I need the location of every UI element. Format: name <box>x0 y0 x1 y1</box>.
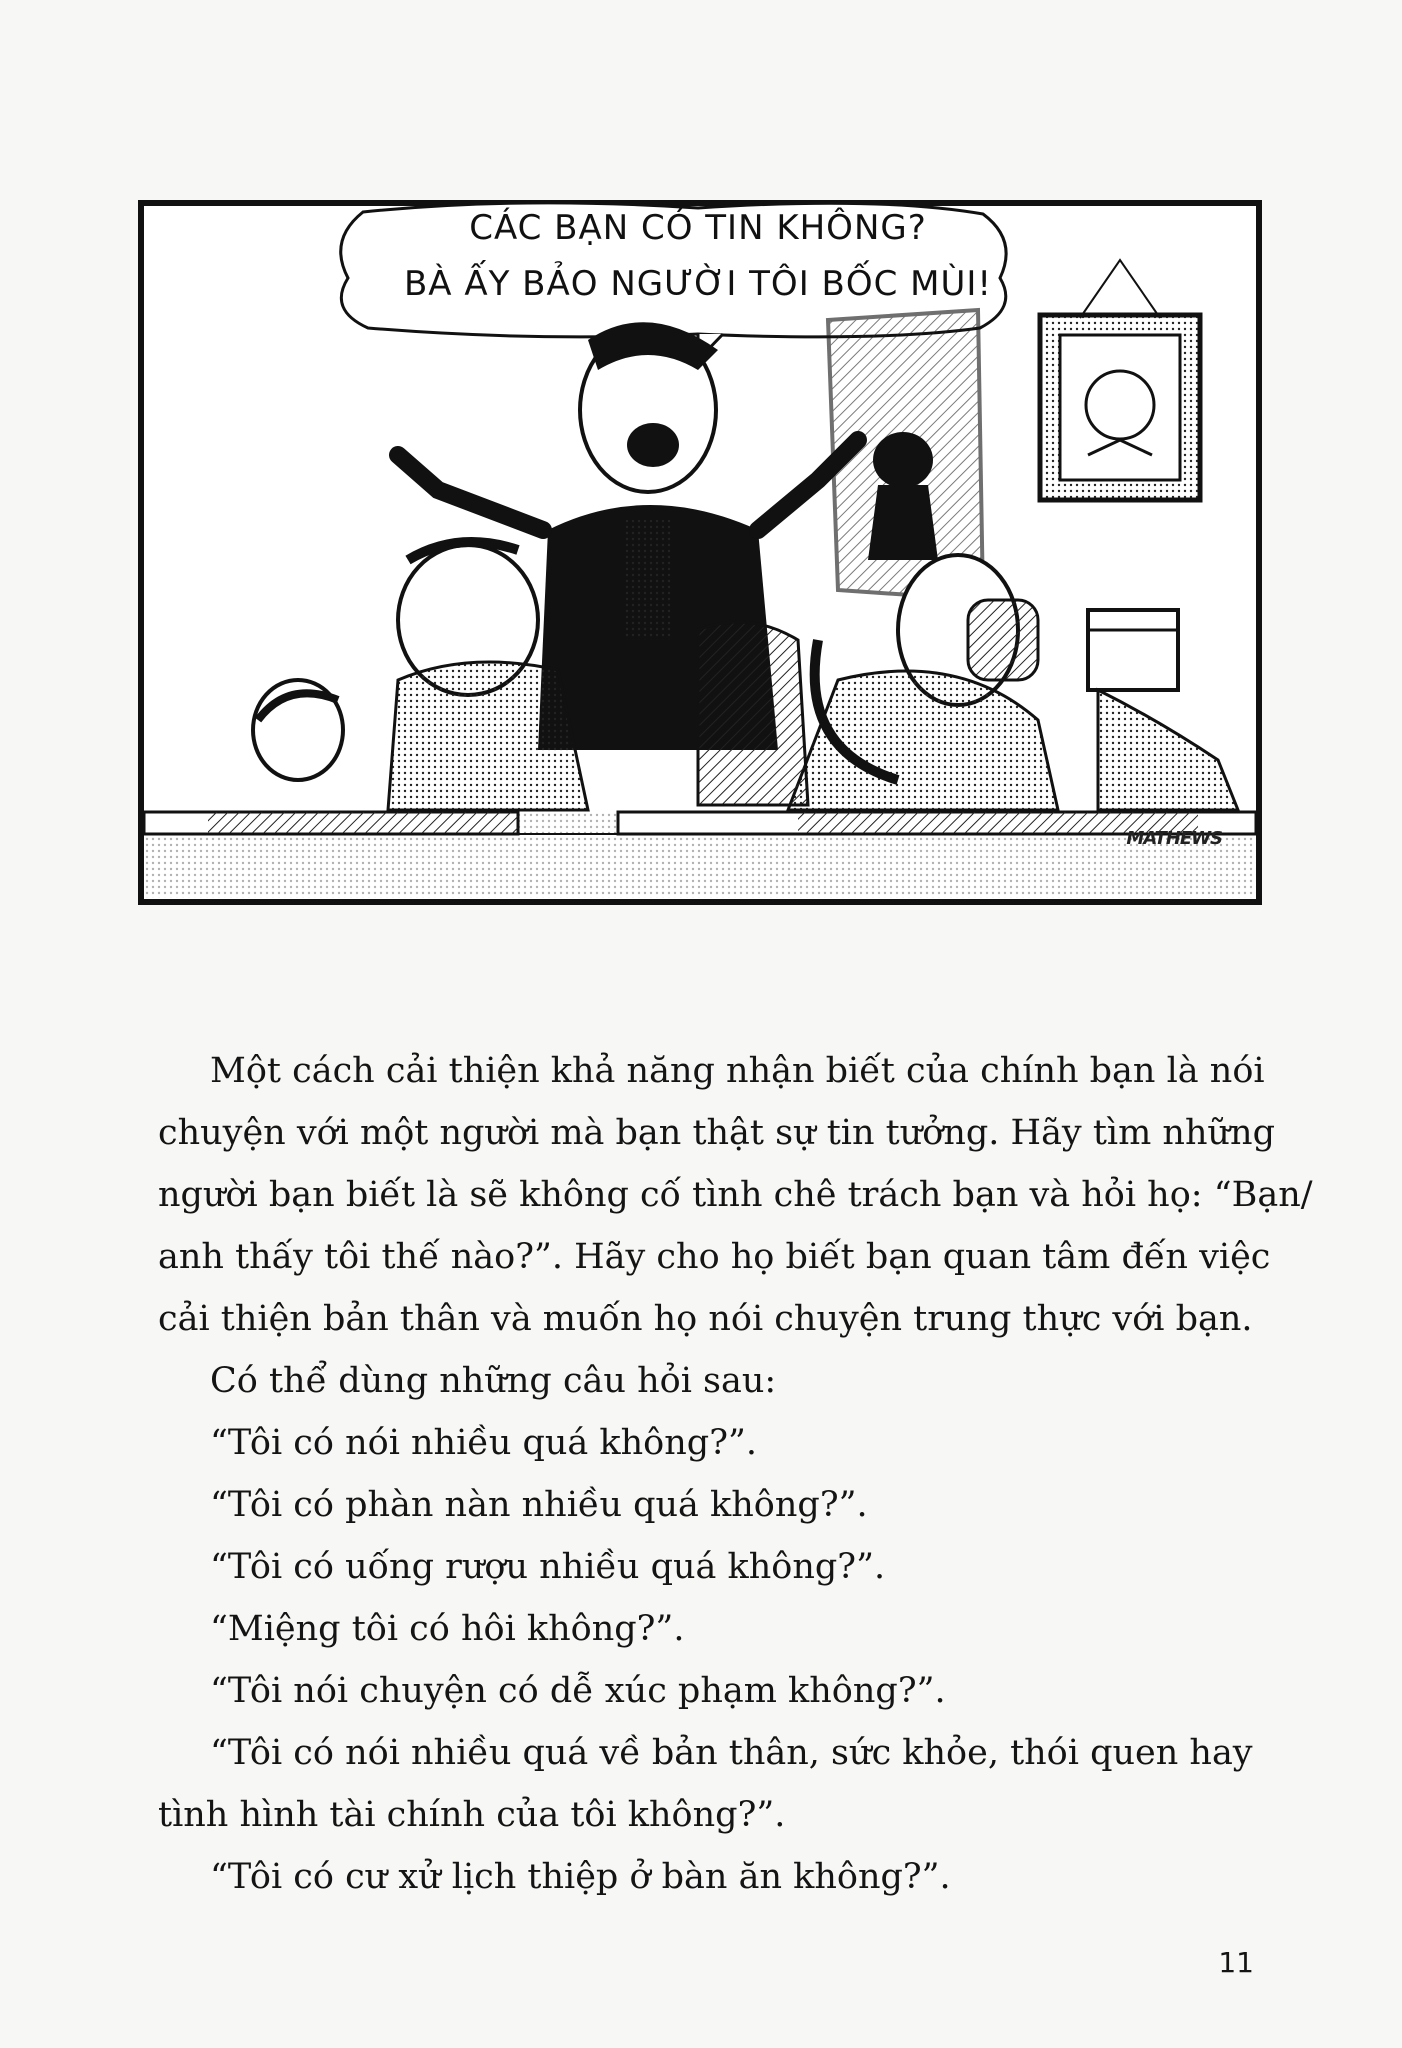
text-line: chuyện với một người mà bạn thật sự tin tưởng. Hãy tìm những <box>158 1113 1275 1153</box>
text-line: Có thể dùng những câu hỏi sau: <box>210 1361 777 1401</box>
text-line: người bạn biết là sẽ không cố tình chê trách bạn và hỏi họ: “Bạn/ <box>158 1175 1313 1215</box>
question-line: “Tôi nói chuyện có dễ xúc phạm không?”. <box>210 1671 946 1711</box>
speech-bubble-text <box>378 200 1018 312</box>
body-text <box>158 1040 1313 1908</box>
text-line: cải thiện bản thân và muốn họ nói chuyện trung thực với bạn. <box>158 1299 1253 1339</box>
question-line: “Tôi có uống rượu nhiều quá không?”. <box>210 1547 886 1587</box>
text-line: Một cách cải thiện khả năng nhận biết của chính bạn là nói <box>210 1051 1265 1091</box>
page-number: 11 <box>1218 1946 1254 1979</box>
cartoon-illustration <box>138 200 1262 905</box>
question-line: tình hình tài chính của tôi không?”. <box>158 1795 786 1835</box>
speech-line: BÀ ẤY BẢO NGƯỜI TÔI BỐC MÙI! <box>403 264 993 304</box>
artist-signature: MATHEWS <box>1126 828 1222 849</box>
question-line: “Tôi có nói nhiều quá không?”. <box>210 1423 757 1463</box>
question-line: “Miệng tôi có hôi không?”. <box>210 1609 685 1649</box>
question-line: “Tôi có cư xử lịch thiệp ở bàn ăn không?”. <box>210 1857 951 1897</box>
question-line: “Tôi có phàn nàn nhiều quá không?”. <box>210 1485 868 1525</box>
speech-line: CÁC BẠN CÓ TIN KHÔNG? <box>469 208 927 248</box>
text-line: anh thấy tôi thế nào?”. Hãy cho họ biết bạn quan tâm đến việc <box>158 1237 1271 1277</box>
question-line: “Tôi có nói nhiều quá về bản thân, sức khỏe, thói quen hay <box>210 1733 1253 1773</box>
